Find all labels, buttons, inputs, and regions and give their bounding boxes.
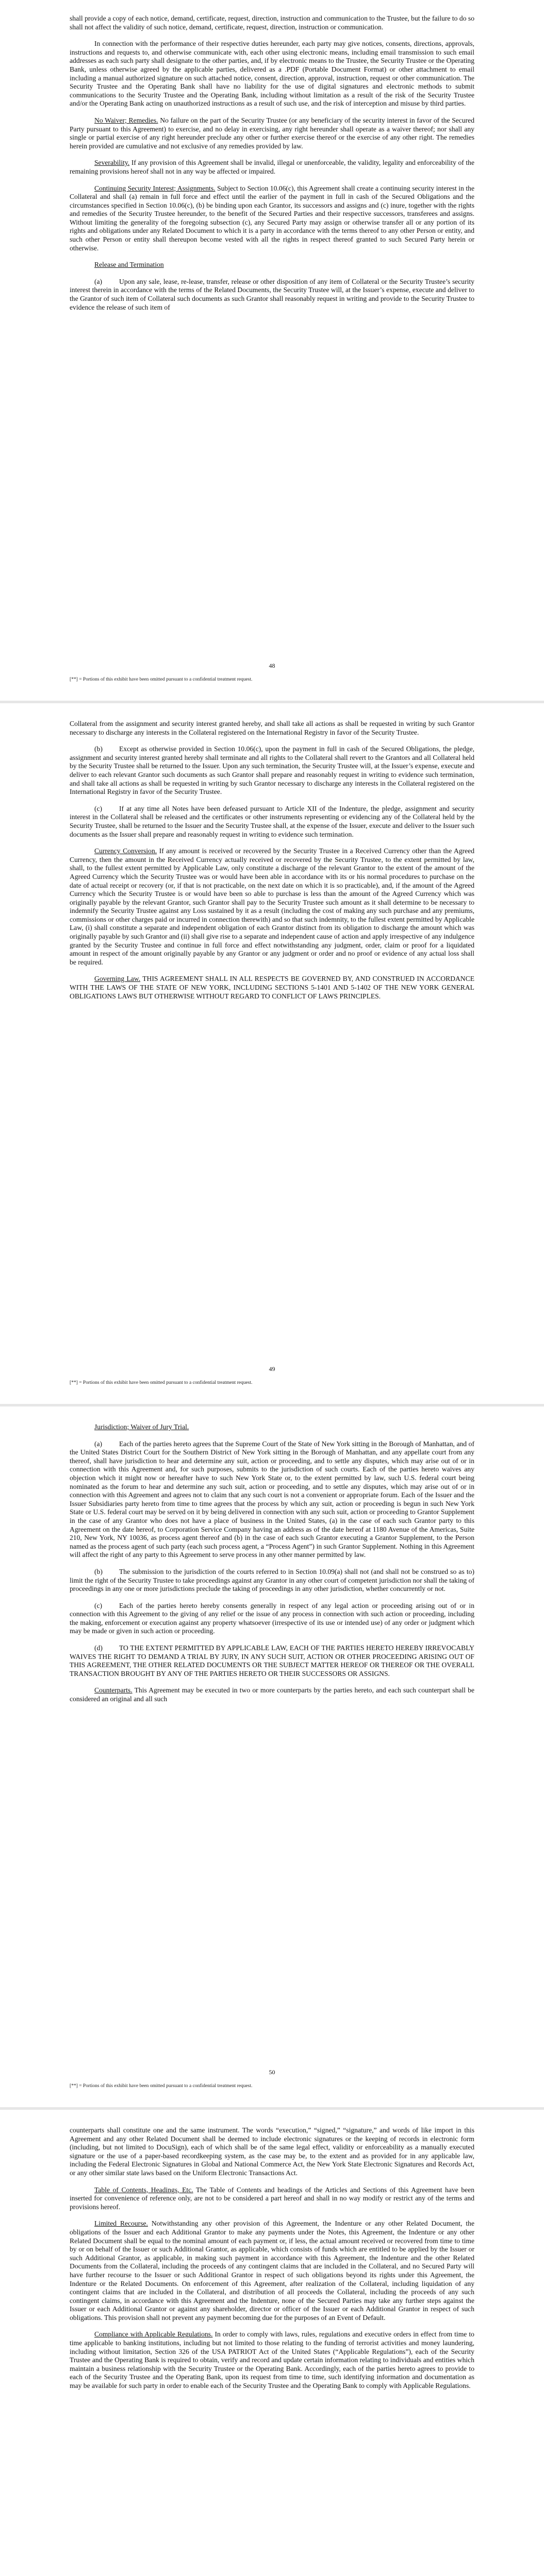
- section-release-termination: [70, 261, 474, 269]
- section-counterparts: Counterparts. This Agreement may be executed in two or more counterparts by the parties hereto, and each such counterpart shall be considered an original and all such: [70, 1686, 474, 1703]
- section-jurisdiction: [70, 1423, 474, 1432]
- document-page-49: [0, 703, 544, 1404]
- subsection-a: (a) Upon any sale, lease, re-lease, transfer, release or other disposition of any item of Collateral or the Security Trustee’s security interest therein in accordance with the terms of the Related Documents, the Security Trustee will, at the Issuer’s expense, execute and deliver to the Grantor of such item of Collateral such documents as such Grantor shall reasonably request in writing and provide to the Security Trustee to evidence the release of such item of: [70, 277, 474, 311]
- document-page-50: [0, 1406, 544, 2107]
- section-heading: Jurisdiction; Waiver of Jury Trial.: [94, 1423, 189, 1431]
- section-heading: Counterparts.: [94, 1686, 133, 1694]
- section-heading: Compliance with Applicable Regulations.: [94, 2330, 213, 2338]
- page-number: 49: [269, 1365, 275, 1372]
- section-heading: Release and Termination: [94, 261, 164, 269]
- document-page-48: [0, 0, 544, 701]
- section-no-waiver: No Waiver; Remedies. No failure on the part of the Security Trustee (or any beneficiary of the security interest in favor of the Secured Party pursuant to this Agreement) to exercise, and no delay in exercising, any right hereunder shall operate as a waiver thereof; nor shall any single or partial exercise of any right hereunder preclude any other or further exercise thereof or the exercise of any other right. The remedies herein provided are cumulative and not exclusive of any remedies provided by law.: [70, 116, 474, 150]
- section-limited-recourse: Limited Recourse. Notwithstanding any other provision of this Agreement, the Indenture or any other Related Document, the obligations of the Issuer and each Additional Grantor to make any payments under the Notes, this Agreement, the Indenture or any other Related Document shall be equal to the nominal amount of each payment or, if less, the actual amount received or recovered from time to time by or on behalf of the Issuer or such Additional Grantor, as applicable, which consists of funds which are entitled to be applied by the Issuer or such Additional Grantor, as applicable, in making such payment in accordance with this Agreement, the Indenture and the other Related Documents from the Collateral, including the proceeds of any contingent claims that are included in the Collateral, and no Secured Party will have further recourse to the Issuer or such Additional Grantor in respect of such obligations beyond its rights under this Agreement, the Indenture or the Related Documents. On enforcement of this Agreement, after realization of the Collateral, including liquidation of any contingent claims that are included in the Collateral, and distribution of all proceeds the Collateral, including the proceeds of any such contingent claims, in accordance with this Agreement and the Indenture, none of the Secured Parties may take any further steps against the Issuer or each Additional Grantor or against any shareholder, director or officer of the Issuer or each Additional Grantor in respect of such obligations. This provision shall not prevent any payment becoming due for the purposes of an Event of Default.: [70, 2219, 474, 2321]
- section-heading: No Waiver; Remedies.: [94, 116, 158, 124]
- paragraph: Collateral from the assignment and security interest granted hereby, and shall take all actions as shall be requested in writing by such Grantor necessary to discharge any interests in the Collateral registered on the International Registry in favor of the Security Trustee.: [70, 720, 474, 736]
- confidential-notice: [**] = Portions of this exhibit have been omitted pursuant to a confidential treatment request.: [70, 2083, 253, 2089]
- subsection-d: (d) TO THE EXTENT PERMITTED BY APPLICABLE LAW, EACH OF THE PARTIES HERETO HEREBY IRREVOCABLY WAIVES THE RIGHT TO DEMAND A TRIAL BY JURY, IN ANY SUCH SUIT, ACTION OR OTHER PROCEEDING ARISING OUT OF THIS AGREEMENT, THE OTHER RELATED DOCUMENTS OR THE SUBJECT MATTER HEREOF OR THEREOF OR THE OVERALL TRANSACTION BROUGHT BY ANY OF THE PARTIES HERETO OR THEIR SUCCESSORS OR ASSIGNS.: [70, 1644, 474, 1677]
- section-compliance: Compliance with Applicable Regulations. In order to comply with laws, rules, regulations and executive orders in effect from time to time applicable to banking institutions, including but not limited to those relating to the funding of terrorist activities and money laundering, including without limitation, Section 326 of the USA PATRIOT Act of the United States (“Applicable Regulations”), each of the Security Trustee and the Operating Bank is required to obtain, verify and record and update certain information relating to individuals and entities which maintain a business relationship with the Security Trustee or the Operating Bank. Accordingly, each of the parties hereto agrees to provide to each of the Security Trustee and the Operating Bank, upon its request from time to time, such identifying information and documentation as may be available for such party in order to enable each of the Security Trustee and the Operating Bank to comply with Applicable Regulations.: [70, 2330, 474, 2390]
- section-heading: Table of Contents, Headings, Etc.: [94, 2185, 193, 2194]
- section-table-of-contents: Table of Contents, Headings, Etc. The Table of Contents and headings of the Articles and Sections of this Agreement have been inserted for convenience of reference only, are not to be considered a part hereof and shall in no way modify or restrict any of the terms and provisions hereof.: [70, 2185, 475, 2211]
- section-heading: Limited Recourse.: [94, 2219, 148, 2228]
- section-continuing-security: Continuing Security Interest; Assignments. Subject to Section 10.06(c), this Agreement shall create a continuing security interest in the Collateral and shall (a) remain in full force and effect until the earlier of the payment in full in cash of the Secured Obligations and the circumstances specified in Section 10.06(c), (b) be binding upon each Grantor, its successors and assigns and (c) inure, together with the rights and remedies of the Security Trustee hereunder, to the benefit of the Secured Parties and their respective successors, transferees and assigns. Without limiting the generality of the foregoing subsection (c), any Secured Party may assign or otherwise transfer all or any portion of its rights and obligations under any Related Document to which it is a party in accordance with the terms thereof to any other Person or entity, and such other Person or entity shall thereupon become vested with all the rights in respect thereof granted to such Secured Party herein or otherwise.: [70, 184, 474, 252]
- section-heading: Severability.: [94, 159, 130, 167]
- confidential-notice: [**] = Portions of this exhibit have been omitted pursuant to a confidential treatment request.: [70, 1380, 253, 1385]
- subsection-b: (b) The submission to the jurisdiction of the courts referred to in Section 10.09(a) shall not (and shall not be construed so as to) limit the right of the Security Trustee to take proceedings against any Grantor in any other court of competent jurisdiction nor shall the taking of proceedings in any one or more jurisdictions preclude the taking of proceedings in any other jurisdiction, whether concurrently or not.: [70, 1567, 474, 1593]
- section-governing-law: Governing Law. THIS AGREEMENT SHALL IN ALL RESPECTS BE GOVERNED BY, AND CONSTRUED IN ACCORDANCE WITH THE LAWS OF THE STATE OF NEW YORK, INCLUDING SECTIONS 5-1401 AND 5-1402 OF THE NEW YORK GENERAL OBLIGATIONS LAWS BUT OTHERWISE WITHOUT REGARD TO CONFLICT OF LAWS PRINCIPLES.: [70, 975, 474, 1000]
- subsection-b: (b) Except as otherwise provided in Section 10.06(c), upon the payment in full in cash of the Secured Obligations, the pledge, assignment and security interest granted hereby shall terminate and all rights to the Collateral shall revert to the Grantors and all Collateral held by the Security Trustee shall be returned to the Issuer. Upon any such termination, the Security Trustee will, at the Issuer’s expense, execute and deliver to each relevant Grantor such documents as such Grantor shall prepare and reasonably request in writing to evidence such termination, and shall take all actions as shall be requested in writing by such Grantor necessary to discharge any interests in the Collateral registered on the International Registry in favor of the Security Trustee.: [70, 745, 474, 796]
- section-heading: Governing Law.: [94, 975, 141, 983]
- document-page-51: [0, 2110, 544, 2576]
- page-number: 50: [269, 2069, 275, 2076]
- paragraph: shall provide a copy of each notice, demand, certificate, request, direction, instruction and communication to the Trustee, but the failure to do so shall not affect the validity of such notice, demand, certificate, request, direction, instruction or communication.: [70, 14, 474, 31]
- subsection-c: (c) Each of the parties hereto hereby consents generally in respect of any legal action or proceeding arising out of or in connection with this Agreement to the giving of any relief or the issue of any process in connection with such action or proceeding, including the making, enforcement or execution against any property whatsoever (irrespective of its use or intended use) of any order or judgment which may be made or given in such action or proceeding.: [70, 1601, 474, 1635]
- subsection-a: (a) Each of the parties hereto agrees that the Supreme Court of the State of New York sitting in the Borough of Manhattan, and of the United States District Court for the Southern District of New York sitting in the Borough of Manhattan, and any appellate court from any thereof, shall have jurisdiction to hear and determine any suit, action or proceeding, and to settle any disputes, which may arise out of or in connection with this Agreement and, for such purposes, submits to the jurisdiction of such courts. Each of the parties hereto waives any objection which it might now or hereafter have to such New York State or, to the extent permitted by law, such U.S. federal court being nominated as the forum to hear and determine any such suit, action or proceeding, and to settle any disputes, which may arise out of or in connection with this Agreement and agrees not to claim that any such court is not a convenient or appropriate forum. Each of the Issuer and the Issuer Subsidiaries party hereto from time to time agrees that the process by which any suit, action or proceeding is begun in such New York State or U.S. federal court may be served on it by being delivered in connection with any such suit, action or proceeding to Grantor Supplement in the case of any Grantor who does not have a place of business in the United States, (a) in the case of each such Grantor party to this Agreement on the date hereof, to Corporation Service Company having an address as of the date hereof at 1180 Avenue of the Americas, Suite 210, New York, NY 10036, as process agent thereof and (b) in the case of each such Grantor executing a Grantor Supplement, to the Person named as the process agent of such party (each such process agent, a “Process Agent”) in such Grantor Supplement. Nothing in this Agreement will affect the right of any party to this Agreement to serve process in any other manner permitted by law.: [70, 1439, 474, 1559]
- section-heading: Continuing Security Interest; Assignments.: [94, 184, 216, 192]
- section-severability: Severability. If any provision of this Agreement shall be invalid, illegal or unenforceable, the validity, legality and enforceability of the remaining provisions hereof shall not in any way be affected or impaired.: [70, 159, 475, 175]
- confidential-notice: [**] = Portions of this exhibit have been omitted pursuant to a confidential treatment request.: [70, 677, 253, 682]
- subsection-c: (c) If at any time all Notes have been defeased pursuant to Article XII of the Indenture, the pledge, assignment and security interest in the Collateral shall be released and the certificates or other instruments representing or evidencing any of the Collateral held by the Security Trustee, shall be returned to the Issuer and the Security Trustee shall, at the expense of the Issuer, execute and deliver to the Issuer such documents as the Issuer shall prepare and reasonably request in writing to evidence such termination.: [70, 804, 474, 838]
- page-number: 48: [269, 662, 275, 669]
- section-currency-conversion: Currency Conversion. If any amount is received or recovered by the Security Trustee in a Received Currency other than the Agreed Currency, then the amount in the Received Currency actually received or recovered by the Security Trustee, to the extent permitted by law, shall, to the fullest extent permitted by Applicable Law, only constitute a discharge of the relevant Grantor to the extent of the amount of the Agreed Currency which the Security Trustee was or would have been able in accordance with its or his normal procedures to purchase on the date of actual receipt or recovery (or, if that is not practicable, on the next date on which it is so practicable), and, if the amount of the Agreed Currency which the Security Trustee is or would have been so able to purchase is less than the amount of the Agreed Currency which was originally payable by the relevant Grantor, such Grantor shall pay to the Security Trustee such amount as it shall determine to be necessary to indemnify the Security Trustee against any Loss sustained by it as a result (including the cost of making any such purchase and any premiums, commissions or other charges paid or incurred in connection therewith) and so that such indemnity, to the fullest extent permitted by Applicable Law, (i) shall constitute a separate and independent obligation of each Grantor distinct from its obligation to discharge the amount which was originally payable by such Grantor and (ii) shall give rise to a separate and independent cause of action and apply irrespective of any indulgence granted by the Security Trustee and continue in full force and effect notwithstanding any judgment, order, claim or proof for a liquidated amount in respect of the amount originally payable by any Grantor or any judgment or order and no proof or evidence of any actual loss shall be required.: [70, 847, 475, 966]
- section-heading: Currency Conversion.: [94, 847, 157, 855]
- paragraph: counterparts shall constitute one and the same instrument. The words “execution,” “signed,” “signature,” and words of like import in this Agreement and any other Related Document shall be deemed to include electronic signatures or the keeping of records in electronic form (including, but not limited to DocuSign), each of which shall be of the same legal effect, validity or enforceability as a manually executed signature or the use of a paper-based recordkeeping system, as the case may be, to the extent and as provided for in any applicable law, including the Federal Electronic Signatures in Global and National Commerce Act, the New York State Electronic Signatures and Records Act, or any other similar state laws based on the Uniform Electronic Transactions Act.: [70, 2126, 474, 2177]
- paragraph: In connection with the performance of their respective duties hereunder, each party may give notices, consents, directions, approvals, instructions and requests to, and otherwise communicate with, each other using electronic means, including email transmission to such email addresses as each such party shall designate to the other parties, and, if by electronic means to the Trustee, the Security Trustee or the Operating Bank, unless otherwise agreed by the applicable parties, delivered as a .PDF (Portable Document Format) or other attachment to email including a manual authorized signature on such attached notice, consent, direction, approval, instruction, request or other communication. The Security Trustee and the Operating Bank shall have no liability for the use of digital signatures and electronic methods to submit communications to the Security Trustee and the Operating Bank, including without limitation as a result of the risk of the Security Trustee and/or the Operating Bank acting on unauthorized instructions as a result of such use, and the risk of interception and misuse by third parties.: [70, 40, 474, 108]
